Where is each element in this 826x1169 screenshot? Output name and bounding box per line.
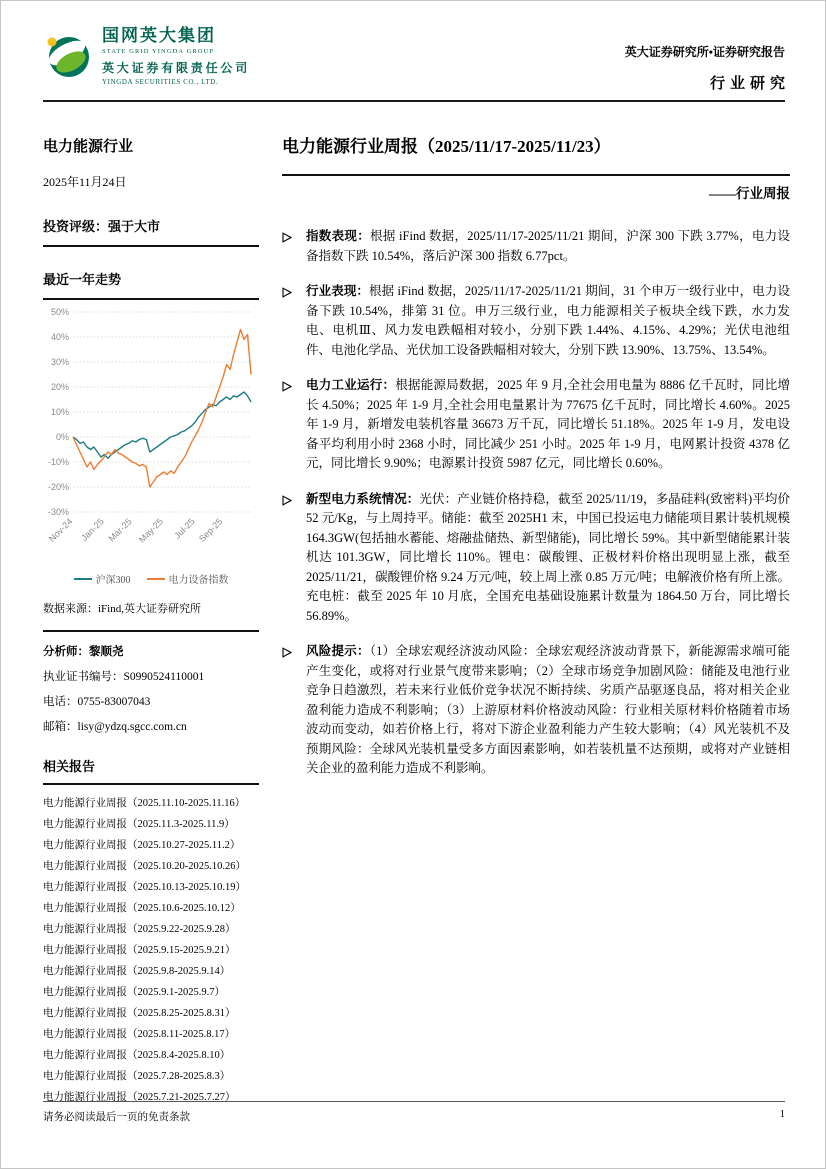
footer-disclaimer: 请务必阅读最后一页的免责条款 bbox=[43, 1112, 190, 1123]
related-report-item[interactable]: 电力能源行业周报（2025.10.27-2025.11.2） bbox=[43, 840, 241, 851]
legend-label: 电力设备指数 bbox=[168, 575, 229, 586]
related-report-item[interactable]: 电力能源行业周报（2025.10.6-2025.10.12） bbox=[43, 903, 241, 914]
related-report-item[interactable]: 电力能源行业周报（2025.10.13-2025.10.19） bbox=[43, 882, 246, 893]
section-body: 光伏：产业链价格持稳，截至 2025/11/19，多晶硅料(致密料)平均价 52 元/Kg，与上周持平。储能：截至 2025H1 末，中国已投运电力储能项目累计装机规模 164.3GW(包括抽水蓄能、熔融盐储热、新型储能)，同比增长 59%。其中新型储能累计装机达 101.3GW，同比增长 110%。锂电：碳酸锂、正极材料价格出现明显上涨，截至 2025/11/21，碳酸锂价格 9.24 万元/吨，较上周上涨 0.85 万元/吨；电解液价格有所上涨。充电桩：截至 2025 年 10 月底，全国充电基础设施累计数量为 1864.50 万台，同比增长 56.89%。 bbox=[306, 491, 790, 623]
header bbox=[43, 26, 790, 93]
company-name-cn: 国网英大集团 bbox=[102, 26, 216, 45]
report-title: 电力能源行业周报（2025/11/17-2025/11/23） bbox=[282, 137, 611, 156]
footer bbox=[43, 1101, 785, 1124]
arrow-bullet-icon bbox=[282, 490, 306, 627]
related-report-item[interactable]: 电力能源行业周报（2025.9.8-2025.9.14） bbox=[43, 966, 231, 977]
svg-text:Jul-25: Jul-25 bbox=[172, 516, 197, 541]
investment-rating: 投资评级：强于大市 bbox=[43, 216, 259, 247]
svg-text:-30%: -30% bbox=[47, 507, 69, 517]
analyst-name: 分析师：黎顺尧 bbox=[43, 646, 124, 658]
section-body: （1）全球宏观经济波动风险：全球宏观经济波动背景下，新能源需求端可能产生变化，或将对行业景气度带来影响；（2）全球市场竞争加剧风险：储能及电池行业竞争日趋激烈，若未来行业低价竞争状况不断持续、劣质产品驱逐良品，将对相关企业盈利能力造成不利影响；（3）上游原材料价格波动风险：行业相关原材料价格随着市场波动而变动，如若价格上行，将对下游企业盈利能力产生较大影响；（4）风光装机不及预期风险：全球风光装机量受多方面因素影响，如若装机量不达预期，或将对产业链相关企业的盈利能力造成不利影响。 bbox=[306, 644, 790, 775]
company-name-en: STATE GRID YINGDA GROUP bbox=[102, 47, 215, 55]
related-report-item[interactable]: 电力能源行业周报（2025.10.20-2025.10.26） bbox=[43, 861, 246, 872]
related-report-item[interactable]: 电力能源行业周报（2025.11.10-2025.11.16） bbox=[43, 798, 246, 809]
svg-text:-20%: -20% bbox=[47, 482, 69, 492]
svg-text:0%: 0% bbox=[55, 432, 69, 442]
header-right bbox=[624, 27, 790, 93]
chart-legend bbox=[43, 571, 259, 586]
svg-text:20%: 20% bbox=[50, 382, 69, 392]
related-report-item[interactable]: 电力能源行业周报（2025.8.11-2025.8.17） bbox=[43, 1029, 236, 1040]
svg-text:Sep-25: Sep-25 bbox=[196, 516, 225, 544]
arrow-bullet-icon bbox=[282, 227, 306, 266]
related-report-list bbox=[43, 793, 259, 1108]
svg-text:30%: 30% bbox=[50, 357, 69, 367]
related-report-item[interactable]: 电力能源行业周报（2025.8.4-2025.8.10） bbox=[43, 1050, 231, 1061]
analyst-phone: 电话：0755-83007043 bbox=[43, 696, 151, 708]
sidebar-divider bbox=[43, 630, 259, 632]
svg-text:40%: 40% bbox=[50, 332, 69, 342]
brand-text bbox=[102, 27, 250, 86]
institute-line: 英大证券研究所•证券研究报告 bbox=[624, 45, 785, 59]
related-report-item[interactable]: 电力能源行业周报（2025.9.15-2025.9.21） bbox=[43, 945, 236, 956]
industry-title: 电力能源行业 bbox=[43, 139, 134, 155]
related-report-item[interactable]: 电力能源行业周报（2025.7.28-2025.8.3） bbox=[43, 1071, 231, 1082]
report-sections bbox=[282, 227, 790, 779]
section-body: 根据 iFind 数据，2025/11/17-2025/11/21 期间，31 个申万一级行业中，电力设备下跌 10.54%，排第 31 位。申万三级行业，电力能源相关子板块全线下跌，水力发电、电机Ⅲ、风力发电跌幅相对较小，分别下跌 1.44%、4.15%、4.29%；光伏电池组件、电池化学品、光伏加工设备跌幅相对较大，分别下跌 13.90%、13.75%、13.54%。 bbox=[306, 284, 790, 357]
legend-item bbox=[74, 571, 131, 586]
related-report-item[interactable]: 电力能源行业周报（2025.9.22-2025.9.28） bbox=[43, 924, 236, 935]
svg-text:10%: 10% bbox=[50, 407, 69, 417]
svg-text:Jan-25: Jan-25 bbox=[79, 516, 106, 543]
trend-chart-svg bbox=[43, 304, 257, 566]
analyst-block bbox=[43, 640, 259, 740]
section-label: 行业表现： bbox=[306, 284, 370, 298]
trend-chart bbox=[43, 304, 259, 571]
brand bbox=[43, 27, 250, 86]
svg-text:Nov-24: Nov-24 bbox=[46, 516, 75, 544]
chart-title: 最近一年走势 bbox=[43, 269, 259, 300]
header-divider bbox=[43, 100, 785, 102]
arrow-bullet-icon bbox=[282, 376, 306, 474]
report-section bbox=[282, 490, 790, 627]
related-report-item[interactable]: 电力能源行业周报（2025.9.1-2025.9.7） bbox=[43, 987, 225, 998]
related-report-item[interactable]: 电力能源行业周报（2025.11.3-2025.11.9） bbox=[43, 819, 235, 830]
legend-line-icon bbox=[147, 578, 165, 580]
company-logo-icon bbox=[43, 31, 93, 81]
related-report-item[interactable]: 电力能源行业周报（2025.8.25-2025.8.31） bbox=[43, 1008, 236, 1019]
svg-text:50%: 50% bbox=[50, 307, 69, 317]
subsidiary-name-cn: 英大证券有限责任公司 bbox=[102, 60, 251, 75]
report-section bbox=[282, 376, 790, 474]
report-category: 行业研究 bbox=[709, 76, 790, 92]
legend-label: 沪深300 bbox=[95, 575, 131, 586]
section-label: 新型电力系统情况： bbox=[306, 491, 420, 506]
related-reports-title: 相关报告 bbox=[43, 756, 259, 785]
svg-text:-10%: -10% bbox=[47, 457, 69, 467]
svg-text:May-25: May-25 bbox=[136, 516, 166, 545]
section-body: 根据 iFind 数据，2025/11/17-2025/11/21 期间，沪深 300 下跌 3.77%，电力设备指数下跌 10.54%，落后沪深 300 指数 6.77pct。 bbox=[306, 229, 790, 263]
analyst-cert: 执业证书编号：S0990524110001 bbox=[43, 671, 205, 683]
report-section bbox=[282, 282, 790, 360]
sidebar bbox=[43, 127, 259, 1108]
arrow-bullet-icon bbox=[282, 282, 306, 360]
section-body: 根据能源局数据，2025 年 9 月,全社会用电量为 8886 亿千瓦时，同比增长 4.50%；2025 年 1-9 月,全社会用电量累计为 77675 亿千瓦时，同比增长 4.60%。2025 年 1-9 月，新增发电装机容量 36673 万千瓦，同比增长 51.18%。2025 年 1-9 月，发电设备平均利用小时 2368 小时，同比减少 251 小时。2025 年 1-9 月，电网累计投资 4378 亿元，同比增长 9.90%；电源累计投资 5987 亿元，同比增长 0.60%。 bbox=[306, 378, 790, 470]
legend-line-icon bbox=[74, 578, 92, 580]
data-source: 数据来源：iFind,英大证券研究所 bbox=[43, 603, 201, 615]
subsidiary-name-en: YINGDA SECURITIES CO., LTD. bbox=[102, 77, 219, 86]
page-number: 1 bbox=[779, 1109, 785, 1120]
svg-text:Mar-25: Mar-25 bbox=[106, 516, 134, 544]
report-subtitle: ——行业周报 bbox=[709, 186, 790, 201]
legend-item bbox=[147, 571, 229, 586]
section-label: 指数表现： bbox=[306, 229, 371, 243]
arrow-bullet-icon bbox=[282, 642, 306, 779]
analyst-email[interactable]: 邮箱：lisy@ydzq.sgcc.com.cn bbox=[43, 721, 187, 733]
title-divider bbox=[282, 174, 790, 176]
report-section bbox=[282, 642, 790, 779]
report-date: 2025年11月24日 bbox=[43, 175, 127, 189]
related-report-item[interactable]: 电力能源行业周报（2025.7.21-2025.7.27） bbox=[43, 1092, 236, 1103]
report-section bbox=[282, 227, 790, 266]
main-content bbox=[282, 127, 790, 795]
section-label: 电力工业运行： bbox=[306, 378, 396, 392]
section-label: 风险提示： bbox=[306, 644, 370, 658]
